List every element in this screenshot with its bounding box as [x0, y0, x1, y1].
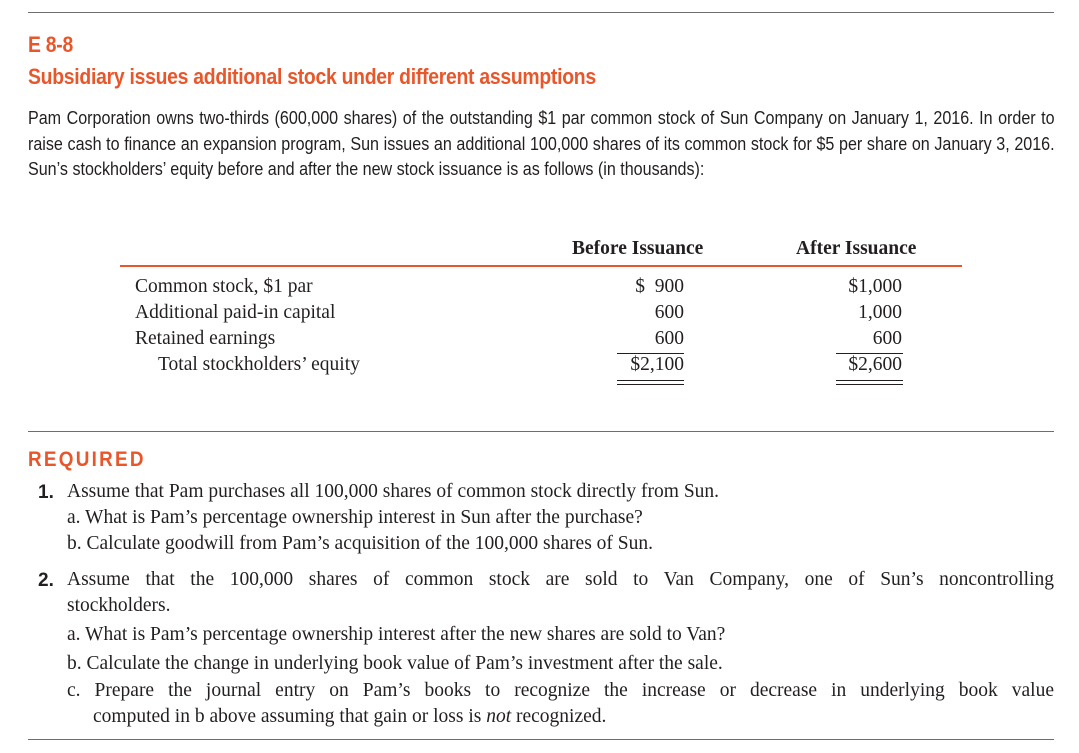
question-2c-line2	[93, 706, 606, 728]
question-2c-line2-emphasis: not	[486, 706, 512, 727]
before-sum-line	[617, 353, 684, 354]
before-common-stock: $ 900	[635, 276, 684, 297]
question-1a: a. What is Pam’s percentage ownership interest in Sun after the purchase?	[67, 507, 643, 528]
after-apic: 1,000	[858, 302, 902, 323]
bottom-rule	[28, 739, 1054, 740]
exercise-number: E 8-8	[28, 32, 73, 57]
question-2c-line2-pre: computed in b above assuming that gain or loss is	[93, 706, 482, 727]
question-1-number: 1.	[38, 482, 54, 503]
question-2c-line1: c. Prepare the journal entry on Pam’s books to recognize the increase or decrease in underlying book value	[67, 680, 1054, 701]
top-rule	[28, 12, 1054, 13]
before-retained-earnings: 600	[654, 328, 684, 349]
row-label-apic: Additional paid-in capital	[135, 302, 336, 323]
question-1b: b. Calculate goodwill from Pam’s acquisition of the 100,000 shares of Sun.	[67, 533, 653, 554]
row-label-common-stock: Common stock, $1 par	[135, 276, 313, 297]
question-2-text-line1: Assume that the 100,000 shares of common stock are sold to Van Company, one of Sun’s noncontrolling	[67, 569, 1054, 590]
after-sum-line	[836, 353, 903, 354]
question-2a: a. What is Pam’s percentage ownership interest after the new shares are sold to Van?	[67, 624, 726, 645]
before-total: $2,100	[630, 354, 684, 375]
required-heading: REQUIRED	[28, 448, 146, 471]
row-label-total: Total stockholders’ equity	[158, 354, 360, 375]
column-header-after: After Issuance	[796, 238, 917, 259]
exercise-intro: Pam Corporation owns two-thirds (600,000 shares) of the outstanding $1 par common stock of Sun Company on January 1, 2016. In order to raise cash to finance an expansion program, Sun issues an additional 100,000 shares of its common stock for $5 per share on January 3, 2016. Sun’s stockholders’ equity before and after the new stock issuance is as follows (in thousands):	[28, 107, 1055, 179]
question-2-text-line2: stockholders.	[67, 595, 171, 616]
exercise-title: Subsidiary issues additional stock under different assumptions	[28, 64, 596, 89]
after-total: $2,600	[848, 354, 902, 375]
after-retained-earnings: 600	[872, 328, 902, 349]
table-header-rule	[120, 265, 962, 267]
before-apic: 600	[654, 302, 684, 323]
question-1-text: Assume that Pam purchases all 100,000 shares of common stock directly from Sun.	[67, 481, 720, 502]
column-header-before: Before Issuance	[572, 238, 704, 259]
question-2c-line2-post: recognized.	[516, 706, 607, 727]
after-common-stock: $1,000	[848, 276, 902, 297]
question-2b: b. Calculate the change in underlying book value of Pam’s investment after the sale.	[67, 653, 723, 674]
required-rule	[28, 431, 1054, 432]
after-double-underline	[836, 380, 903, 385]
before-double-underline	[617, 380, 684, 385]
question-2-number: 2.	[38, 570, 54, 591]
row-label-retained-earnings: Retained earnings	[135, 328, 276, 349]
